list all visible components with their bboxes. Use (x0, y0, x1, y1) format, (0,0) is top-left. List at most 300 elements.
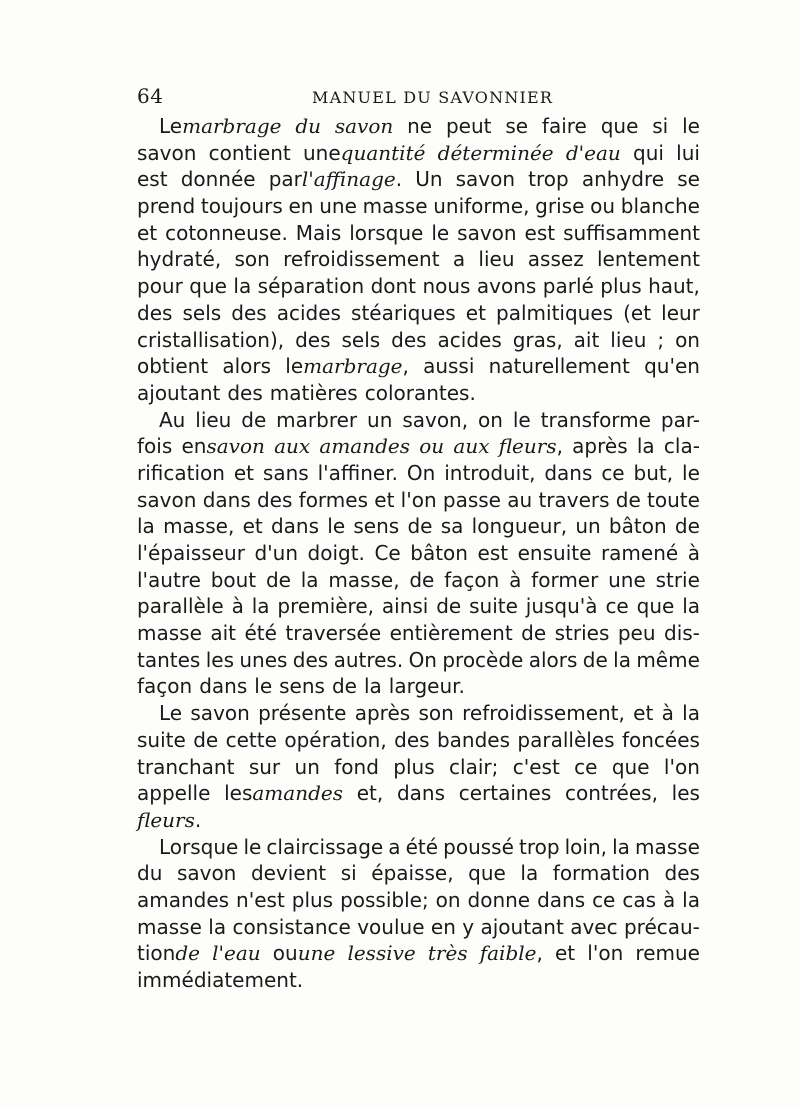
word: du (295, 114, 322, 138)
word: immédiatement. (137, 968, 304, 992)
word: acides (276, 300, 341, 325)
word: un (575, 514, 601, 539)
word: savon (176, 861, 237, 886)
word: dans (202, 487, 251, 512)
word: savon (137, 487, 197, 512)
word: toujours (200, 194, 283, 219)
word: et (633, 701, 654, 726)
word: fond (334, 754, 379, 779)
word: l'affiner. (317, 460, 398, 485)
word: fleurs. (137, 807, 202, 832)
word: les (205, 647, 234, 672)
word: est (477, 541, 509, 565)
word: son (418, 701, 454, 726)
word: après (354, 701, 411, 726)
word: de (331, 674, 357, 699)
word: unes (239, 647, 288, 672)
word: qui (633, 140, 664, 165)
word: cette (225, 727, 277, 752)
word: transforme (540, 407, 651, 432)
word: aux (274, 434, 311, 459)
word: fleurs, (498, 434, 563, 459)
word: introduit, (444, 460, 536, 485)
word: des (256, 487, 293, 512)
word: première, (277, 594, 374, 619)
word: donnée (180, 167, 256, 192)
text-line (137, 540, 700, 567)
word: savon (190, 701, 250, 726)
word: grise (535, 194, 585, 219)
word: nous (422, 274, 471, 299)
word: voulue (357, 914, 425, 939)
word: On (408, 647, 437, 672)
word: (et (623, 300, 652, 325)
word: se (677, 167, 700, 192)
word: but, (633, 460, 674, 485)
word: de (615, 487, 641, 512)
page-header (137, 84, 700, 108)
word: ajoutant (137, 380, 221, 405)
word: que (468, 861, 506, 886)
word: palmitiques (496, 300, 614, 325)
word: sens (353, 514, 400, 539)
word: la (636, 434, 655, 459)
word: bout (210, 567, 257, 592)
word: travers (538, 487, 610, 512)
word: été (405, 834, 439, 859)
word: des (227, 380, 263, 405)
word: tionde (137, 941, 200, 966)
word: clair; (449, 754, 499, 779)
word: amandes (319, 434, 411, 459)
word: suffisamment (563, 220, 700, 245)
word: masse (137, 621, 202, 646)
word: se (505, 114, 529, 138)
word: suite (469, 594, 518, 619)
word: l'on (663, 754, 700, 779)
text-line (137, 673, 700, 700)
word: des (137, 300, 173, 325)
word: un (367, 407, 393, 432)
word: le (243, 834, 262, 859)
word: haut, (648, 274, 700, 299)
word: et (242, 514, 263, 539)
text-line (137, 460, 700, 487)
word: rification (137, 460, 225, 485)
word: stries (554, 621, 610, 646)
word: savon (137, 140, 197, 165)
word: Mais (295, 220, 342, 245)
word: la (682, 594, 700, 619)
text-line (137, 620, 700, 647)
word: la (613, 647, 631, 672)
word: en (430, 914, 456, 939)
word: colorantes. (364, 380, 476, 405)
word: de (265, 567, 291, 592)
word: parallèles (517, 727, 615, 752)
word: sa (440, 514, 464, 539)
text-line (137, 860, 700, 887)
word: leur (661, 300, 700, 325)
word: cristallisation), (137, 327, 285, 352)
word: stéariques (351, 300, 456, 325)
word: été (244, 621, 277, 646)
text-line (137, 647, 700, 674)
word: anhydre (581, 167, 665, 192)
word: un (294, 754, 320, 779)
word: assez (527, 247, 584, 272)
word: faible, (479, 941, 543, 966)
word: précau- (623, 914, 700, 939)
word: former (531, 567, 599, 592)
word: présente (258, 701, 347, 726)
word: sels (341, 327, 381, 352)
word: la (137, 514, 155, 539)
word: à (662, 887, 676, 912)
word: consistance (232, 914, 351, 939)
word: ce (592, 887, 616, 912)
word: si (652, 114, 669, 138)
word: de (407, 514, 433, 539)
word: avons (476, 274, 537, 299)
text-line (137, 834, 700, 861)
word: cla- (663, 434, 700, 459)
word: des (391, 327, 427, 352)
word: on (478, 407, 503, 432)
paragraph (137, 113, 700, 407)
word: épaisse, (371, 861, 454, 886)
word: entièrement (389, 621, 513, 646)
word: masse, (163, 514, 235, 539)
word: que (636, 594, 675, 619)
page-number: 64 (137, 84, 164, 108)
word: de (674, 514, 700, 539)
word: formation (552, 861, 650, 886)
word: la (612, 834, 630, 859)
word: ait (210, 621, 237, 646)
word: de (409, 567, 435, 592)
text-line (137, 567, 700, 594)
word: une (319, 194, 357, 219)
word: acides (437, 327, 502, 352)
word: est (137, 167, 168, 192)
word: masse, (328, 567, 400, 592)
word: l'on (400, 487, 437, 512)
word: poussé (443, 834, 514, 859)
word: ou (590, 194, 616, 219)
word: une (608, 567, 646, 592)
word: naturellement (488, 354, 630, 379)
word: façon (137, 674, 193, 699)
text-line (137, 780, 700, 807)
word: parlé (542, 274, 594, 299)
text-line (137, 914, 700, 941)
text-line (137, 353, 700, 380)
word: plus (291, 887, 334, 912)
word: trop (528, 167, 569, 192)
word: du (137, 861, 163, 886)
word: Au (159, 407, 186, 432)
word: ensuite (517, 541, 592, 565)
word: formes (298, 487, 369, 512)
text-line (137, 754, 700, 781)
word: qu'en (644, 354, 700, 379)
word: autres. (333, 647, 404, 672)
text-line (137, 246, 700, 273)
word: aussi (423, 354, 475, 379)
word: masse (137, 914, 202, 939)
word: en (288, 194, 314, 219)
word: ce (605, 594, 629, 619)
word: uniforme, (433, 194, 530, 219)
word: après (572, 434, 628, 459)
word: doigt. (307, 541, 365, 565)
text-line (137, 967, 700, 994)
word: dis- (664, 621, 700, 646)
word: masse (634, 834, 700, 859)
word: l'autre (137, 567, 201, 592)
word: les (671, 781, 700, 806)
word: savon, (402, 407, 469, 432)
word: et, (356, 781, 384, 806)
word: déterminée (437, 140, 554, 165)
text-line (137, 193, 700, 220)
word: la (682, 887, 700, 912)
word: c'est (512, 754, 560, 779)
word: sur (248, 754, 281, 779)
word: a (388, 834, 401, 859)
text-line (137, 700, 700, 727)
word: que (600, 114, 639, 138)
word: façon (444, 567, 500, 592)
word: et (137, 220, 158, 245)
word: à (661, 701, 674, 726)
word: la (208, 914, 227, 939)
word: de (193, 727, 219, 752)
word: aux (453, 434, 490, 459)
word: contient (208, 140, 291, 165)
word: son (234, 247, 270, 272)
word: ; (657, 327, 665, 352)
word: dans (544, 460, 593, 485)
text-line (137, 273, 700, 300)
word: passe (442, 487, 501, 512)
word: l'eau (212, 941, 261, 966)
word: Un (415, 167, 443, 192)
word: suite (137, 727, 186, 752)
word: pour (137, 274, 183, 299)
text-line (137, 380, 700, 407)
word: contrées, (565, 781, 658, 806)
word: faire (541, 114, 587, 138)
word: lieu (195, 407, 232, 432)
word: plus (393, 754, 435, 779)
text-line (137, 593, 700, 620)
word: procède (442, 647, 524, 672)
word: donne (467, 887, 531, 912)
word: à (231, 594, 244, 619)
word: savon (334, 114, 394, 138)
word: Ce (374, 541, 401, 565)
word: a (452, 247, 466, 272)
word: peut (445, 114, 492, 138)
word: dans (537, 887, 586, 912)
text-line (137, 887, 700, 914)
word: à (687, 541, 700, 565)
text-line (137, 220, 700, 247)
word: est (524, 220, 556, 245)
word: de (436, 594, 462, 619)
word: d'eau (565, 140, 621, 165)
word: et (374, 487, 395, 512)
word: ne (407, 114, 433, 138)
word: plus (600, 274, 642, 299)
word: appelle (137, 781, 211, 806)
word: lemarbrage, (285, 354, 409, 379)
text-line (137, 300, 700, 327)
word: ou (419, 434, 445, 459)
word: le (512, 407, 531, 432)
word: ramené (600, 541, 679, 565)
word: ait (573, 327, 600, 352)
word: foncées (621, 727, 700, 752)
word: le (431, 220, 450, 245)
word: cas (622, 887, 656, 912)
word: l'on (587, 941, 624, 966)
word: refroidissement (283, 247, 440, 272)
word: au (507, 487, 533, 512)
word: ouune (272, 941, 336, 966)
word: ajoutant (480, 914, 564, 939)
word: matières (269, 380, 358, 405)
word: par- (660, 407, 700, 432)
word: longueur, (471, 514, 568, 539)
word: sens (279, 674, 325, 699)
word: lentement (597, 247, 700, 272)
text-line (137, 407, 700, 434)
word: l'épaisseur (137, 541, 245, 565)
word: ainsi (381, 594, 429, 619)
text-line (137, 940, 700, 967)
word: unequantité (302, 140, 426, 165)
word: fois (137, 434, 173, 459)
word: la (233, 274, 252, 299)
word: prend (137, 194, 196, 219)
word: On (406, 460, 436, 485)
word: très (427, 941, 468, 966)
word: si (340, 861, 357, 886)
word: lorsque (349, 220, 424, 245)
word: alors (528, 647, 578, 672)
word: dans (199, 674, 248, 699)
word: parl'affinage. (268, 167, 403, 192)
word: que (189, 274, 227, 299)
word: marbrer (276, 407, 358, 432)
word: que (611, 754, 650, 779)
paragraph (137, 834, 700, 994)
text-line (137, 166, 700, 193)
word: alors (222, 354, 272, 379)
word: ce (601, 460, 625, 485)
word: remue (635, 941, 700, 966)
word: ensavon (181, 434, 265, 459)
word: possible; (340, 887, 429, 912)
word: le (254, 674, 273, 699)
word: ce (574, 754, 598, 779)
word: savon (455, 167, 516, 192)
word: gras, (512, 327, 563, 352)
text-line (137, 513, 700, 540)
word: et (465, 300, 486, 325)
text-line (137, 433, 700, 460)
word: certaines (458, 781, 552, 806)
text-line (137, 807, 700, 834)
text-line (137, 327, 700, 354)
word: cotonneuse. (165, 220, 288, 245)
word: Lorsque (159, 834, 239, 859)
word: lesamandes (224, 781, 343, 806)
word: hydraté, (137, 247, 222, 272)
body-text (137, 113, 700, 994)
word: de (521, 621, 547, 646)
word: même (636, 647, 700, 672)
word: la (300, 567, 319, 592)
word: traversée (285, 621, 382, 646)
word: d'un (254, 541, 298, 565)
word: on (435, 887, 461, 912)
word: des (664, 861, 700, 886)
word: y (462, 914, 475, 939)
text-line (137, 140, 700, 167)
word: lui (676, 140, 700, 165)
word: trop (518, 834, 560, 859)
word: masse (362, 194, 428, 219)
word: avec (570, 914, 618, 939)
word: la (251, 594, 270, 619)
word: et (555, 941, 576, 966)
word: bâton (608, 514, 667, 539)
running-title: MANUEL DU SAVONNIER (312, 88, 554, 107)
word: le (327, 514, 346, 539)
word: claircissage (266, 834, 384, 859)
word: parallèle (137, 594, 224, 619)
text-line (137, 113, 700, 140)
word: bandes (436, 727, 510, 752)
word: peu (617, 621, 656, 646)
text-line (137, 487, 700, 514)
word: de (241, 407, 267, 432)
word: des (394, 727, 430, 752)
word: sels (182, 300, 222, 325)
word: et (233, 460, 255, 485)
word: à (509, 567, 522, 592)
word: jusqu'à (525, 594, 598, 619)
word: blanche (620, 194, 700, 219)
word: des (295, 327, 331, 352)
word: Lemarbrage (159, 114, 282, 138)
word: n'est (236, 887, 285, 912)
word: obtient (137, 354, 209, 379)
word: devient (250, 861, 327, 886)
word: des (292, 647, 329, 672)
word: on (675, 327, 700, 352)
word: strie (655, 567, 700, 592)
word: Le (159, 701, 183, 726)
word: le (682, 460, 700, 485)
word: sans (262, 460, 309, 485)
word: dans (396, 781, 445, 806)
word: la (682, 701, 700, 726)
